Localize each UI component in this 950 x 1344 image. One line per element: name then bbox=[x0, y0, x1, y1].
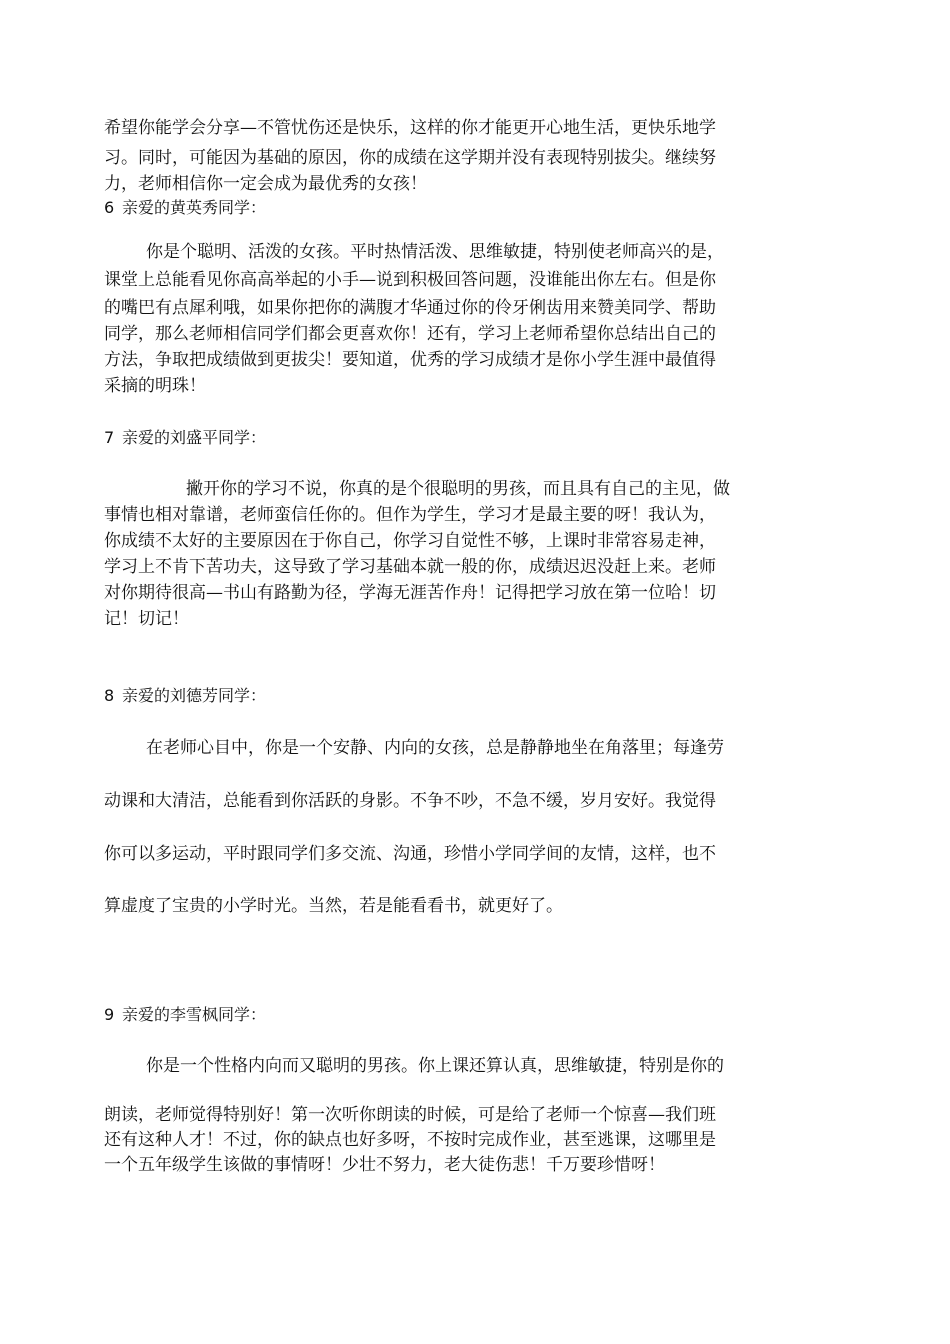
section-8-line-3: 你可以多运动，平时跟同学们多交流、沟通，珍惜小学同学间的友情，这样，也不 bbox=[104, 844, 716, 864]
section-6-line-4: 同学，那么老师相信同学们都会更喜欢你！还有，学习上老师希望你总结出自己的 bbox=[104, 324, 716, 344]
section-8-title: 亲爱的刘德芳同学： bbox=[122, 686, 267, 705]
section-6-heading bbox=[104, 196, 266, 220]
section-9-line-2: 朗读，老师觉得特别好！第一次听你朗读的时候，可是给了老师一个惊喜—我们班 bbox=[104, 1105, 716, 1125]
section-7-line-3: 你成绩不太好的主要原因在于你自己，你学习自觉性不够，上课时非常容易走神， bbox=[104, 531, 716, 551]
section-9-number: 9 bbox=[104, 1005, 115, 1024]
section-7-line-5: 对你期待很高—书山有路勤为径，学海无涯苦作舟！记得把学习放在第一位哈！切 bbox=[104, 583, 716, 603]
section-8-line-1: 在老师心目中，你是一个安静、内向的女孩，总是静静地坐在角落里；每逢劳 bbox=[146, 738, 724, 758]
section-9-line-1: 你是一个性格内向而又聪明的男孩。你上课还算认真，思维敏捷，特别是你的 bbox=[146, 1056, 724, 1076]
section-7-line-6: 记！切记！ bbox=[104, 609, 189, 629]
section-6-title: 亲爱的黄英秀同学： bbox=[122, 198, 267, 217]
section-8-number: 8 bbox=[104, 686, 115, 705]
intro-line-2: 习。同时，可能因为基础的原因，你的成绩在这学期并没有表现特别拔尖。继续努 bbox=[104, 148, 716, 168]
section-7-number: 7 bbox=[104, 428, 115, 447]
section-9-heading bbox=[104, 1003, 266, 1027]
section-9-title: 亲爱的李雪枫同学： bbox=[122, 1005, 267, 1024]
section-6-line-3: 的嘴巴有点犀利哦，如果你把你的满腹才华通过你的伶牙俐齿用来赞美同学、帮助 bbox=[104, 298, 716, 318]
section-8-line-4: 算虚度了宝贵的小学时光。当然，若是能看看书，就更好了。 bbox=[104, 896, 563, 916]
section-6-line-2: 课堂上总能看见你高高举起的小手—说到积极回答问题，没谁能出你左右。但是你 bbox=[104, 270, 716, 290]
section-8-heading bbox=[104, 684, 266, 708]
intro-line-1: 希望你能学会分享—不管忧伤还是快乐，这样的你才能更开心地生活，更快乐地学 bbox=[104, 118, 716, 138]
section-9-line-3: 还有这种人才！不过，你的缺点也好多呀，不按时完成作业，甚至逃课，这哪里是 bbox=[104, 1130, 716, 1150]
section-7-title: 亲爱的刘盛平同学： bbox=[122, 428, 267, 447]
section-8-line-2: 动课和大清洁，总能看到你活跃的身影。不争不吵，不急不缓，岁月安好。我觉得 bbox=[104, 791, 716, 811]
section-7-line-2: 事情也相对靠谱，老师蛮信任你的。但作为学生，学习才是最主要的呀！我认为， bbox=[104, 505, 716, 525]
section-7-line-1: 撇开你的学习不说，你真的是个很聪明的男孩，而且具有自己的主见，做 bbox=[186, 479, 730, 499]
section-6-line-1: 你是个聪明、活泼的女孩。平时热情活泼、思维敏捷，特别使老师高兴的是， bbox=[146, 242, 724, 262]
section-6-line-5: 方法，争取把成绩做到更拔尖！要知道，优秀的学习成绩才是你小学生涯中最值得 bbox=[104, 350, 716, 370]
intro-line-3: 力，老师相信你一定会成为最优秀的女孩！ bbox=[104, 174, 427, 194]
section-7-line-4: 学习上不肯下苦功夫，这导致了学习基础本就一般的你，成绩迟迟没赶上来。老师 bbox=[104, 557, 716, 577]
section-6-line-6: 采摘的明珠！ bbox=[104, 376, 206, 396]
section-6-number: 6 bbox=[104, 198, 115, 217]
section-7-heading bbox=[104, 426, 266, 450]
section-9-line-4: 一个五年级学生该做的事情呀！少壮不努力，老大徒伤悲！千万要珍惜呀！ bbox=[104, 1155, 665, 1175]
